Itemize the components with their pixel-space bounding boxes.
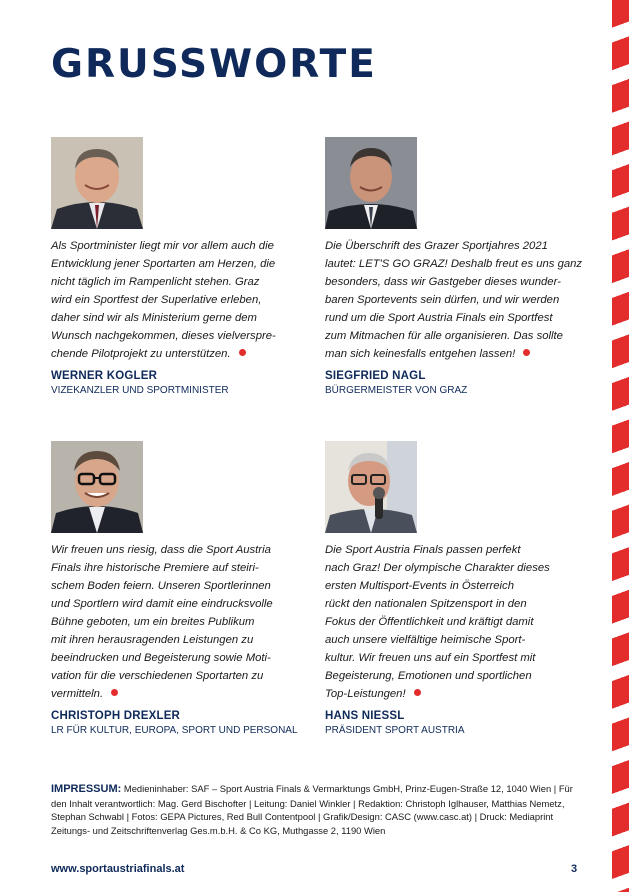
end-dot-icon (414, 689, 421, 696)
greeting-quote: Als Sportminister liegt mir vor allem auch die Entwicklung jener Sportarten am Herzen, die nicht täglich im Rampenlicht stehen. Graz wird ein Sportfest der Superlative erleben, daher sind wir als Ministerium gerne dem Wunsch nachgekommen, dieses vielverspre- chende Pilotprojekt zu unterstützen. (51, 240, 276, 360)
greeting-card-drexler (51, 441, 311, 736)
author-role: PRÄSIDENT SPORT AUSTRIA (325, 725, 465, 736)
author-name: CHRISTOPH DREXLER (51, 710, 181, 722)
impressum (51, 782, 586, 837)
greeting-card-nagl (325, 137, 585, 396)
author-name: HANS NIESSL (325, 710, 405, 722)
author-name: SIEGFRIED NAGL (325, 370, 426, 382)
greeting-quote: Die Sport Austria Finals passen perfekt nach Graz! Der olympische Charakter dieses ersten Multisport-Events in Österreich rückt den nationalen Spitzensport in den Fokus der Öffentlichkeit und kräftigt damit auch unsere vielfältige heimische Sport- kultur. Wir freuen uns auf ein Sportfest mit Begeisterung, Emotionen und sportlichen Top-Leistungen! (325, 544, 550, 700)
impressum-text: Medieninhaber: SAF – Sport Austria Finals & Vermarktungs GmbH, Prinz-Eugen-Straße 12, 1040 Wien | Für den Inhalt verantwortlich: Mag. Gerd Bischofter | Leitung: Daniel Winkler | Redaktion: Christoph Iglhauser, Matthias Nemetz, Stephan Schwabl | Fotos: GEPA Pictures, Red Bull Contentpool | Grafik/Design: CASC (www.casc.at) | Druck: Mediaprint Zeitungs- und Zeitschriftenverlag Ges.m.b.H. & Co KG, Muthgasse 2, 1190 Wien (51, 783, 573, 836)
greeting-quote: Die Überschrift des Grazer Sportjahres 2021 lautet: LET'S GO GRAZ! Deshalb freut es uns ganz besonders, dass wir Gastgeber dieses wunder- baren Sportevents sein dürfen, und wir werden rund um die Sport Austria Finals ein Sportfest zum Mitmachen für alle organisieren. Das sollte man sich keinesfalls entgehen lassen! (325, 240, 583, 360)
author-role: VIZEKANZLER UND SPORTMINISTER (51, 385, 229, 396)
portrait-photo-kogler (51, 137, 143, 229)
end-dot-icon (239, 349, 246, 356)
author-role: LR FÜR KULTUR, EUROPA, SPORT UND PERSONAL (51, 725, 298, 736)
page-number: 3 (571, 863, 578, 875)
end-dot-icon (111, 689, 118, 696)
greeting-card-kogler (51, 137, 311, 396)
greeting-card-niessl (325, 441, 585, 736)
portrait-photo-niessl (325, 441, 417, 533)
author-role: BÜRGERMEISTER VON GRAZ (325, 385, 468, 396)
greeting-quote: Wir freuen uns riesig, dass die Sport Austria Finals ihre historische Premiere auf steiri- schem Boden feiern. Unseren Sportlerinnen und Sportlern wird damit eine eindrucksvolle Bühne geboten, um ein breites Publikum mit ihren herausragenden Leistungen zu beeindrucken und Begeisterung sowie Moti- vation für die verschiedenen Sportarten zu vermitteln. (51, 544, 273, 700)
portrait-photo-drexler (51, 441, 143, 533)
website-link[interactable]: www.sportaustriafinals.at (51, 863, 185, 875)
striped-edge-decoration (612, 0, 629, 892)
author-name: WERNER KOGLER (51, 370, 158, 382)
portrait-photo-nagl (325, 137, 417, 229)
end-dot-icon (523, 349, 530, 356)
impressum-label: IMPRESSUM: (51, 783, 122, 795)
page-title: GRUSSWORTE (51, 42, 377, 87)
